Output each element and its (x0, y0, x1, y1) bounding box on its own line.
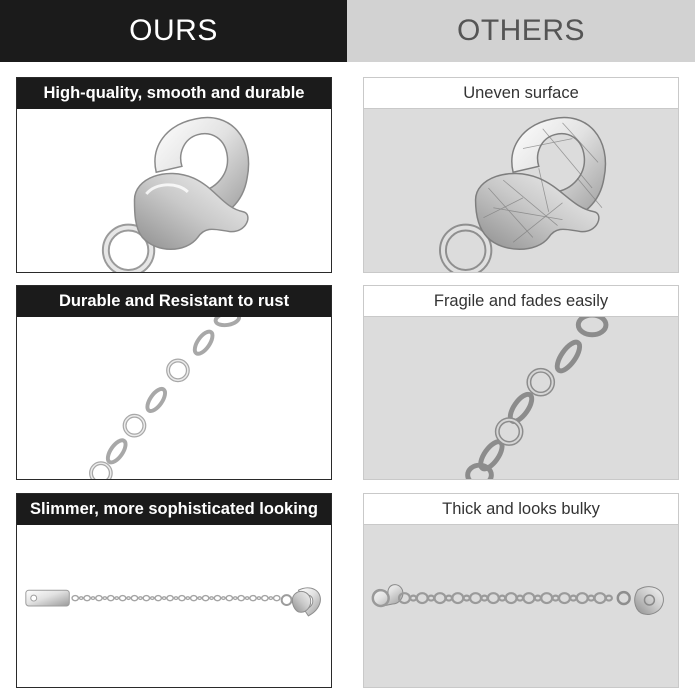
chain-link (488, 593, 499, 603)
chain-link (606, 596, 612, 601)
chain-link (131, 596, 137, 601)
chain-link (202, 596, 208, 601)
chain-link (222, 597, 225, 600)
chain-link (517, 596, 523, 601)
chain-link (257, 597, 260, 600)
chain-link (179, 596, 185, 601)
chain-link (470, 593, 481, 603)
others-clasp-caption: Uneven surface (364, 78, 678, 109)
others-chain-caption: Fragile and fades easily (364, 286, 678, 317)
chain-link (151, 597, 154, 600)
chain-link (523, 593, 534, 603)
others-extender-caption: Thick and looks bulky (364, 494, 678, 525)
ours-extender-panel (16, 493, 332, 688)
chain-link (198, 597, 201, 600)
chain-link (115, 597, 118, 600)
chain-link (588, 596, 594, 601)
chain-link (506, 593, 517, 603)
chain-link (245, 597, 248, 600)
chain-link (162, 597, 165, 600)
chain-link (417, 593, 428, 603)
chain-link (481, 596, 487, 601)
chain-link (559, 593, 570, 603)
chain-link (84, 596, 90, 601)
chain-link (143, 596, 149, 601)
extender-chain-slim-icon (17, 525, 331, 687)
chain-link (167, 596, 173, 601)
chain-link (91, 597, 94, 600)
chain-link (446, 596, 452, 601)
chain-link (214, 596, 220, 601)
chain-link (595, 593, 606, 603)
chain-link (428, 596, 434, 601)
chain-link (577, 593, 588, 603)
chain-link (108, 596, 114, 601)
chain-link (155, 596, 161, 601)
chain-link (139, 597, 142, 600)
chain-link (72, 596, 78, 601)
lobster-clasp-scratched-icon (364, 109, 678, 272)
chain-link (570, 596, 576, 601)
chain-link (535, 596, 541, 601)
others-chain-panel (363, 285, 679, 480)
chain-link (541, 593, 552, 603)
chain-link (250, 596, 256, 601)
ours-clasp-panel (16, 77, 332, 273)
others-clasp-panel (363, 77, 679, 273)
chain-link (119, 596, 125, 601)
chain-link (79, 597, 82, 600)
chain-link (96, 596, 102, 601)
lobster-clasp-smooth-icon (17, 109, 331, 272)
chain-link (210, 597, 213, 600)
chain-link (238, 596, 244, 601)
chain-link (186, 597, 189, 600)
chain-link (435, 593, 446, 603)
ours-header: OURS (0, 0, 347, 62)
chain-link (127, 597, 130, 600)
chain-link (174, 597, 177, 600)
ours-extender-caption: Slimmer, more sophisticated looking (17, 494, 331, 525)
chain-link (452, 593, 463, 603)
chain-link (499, 596, 505, 601)
chain-link (464, 596, 470, 601)
chain-link (234, 597, 237, 600)
chain-link (226, 596, 232, 601)
chain-link (191, 596, 197, 601)
chain-link (269, 597, 272, 600)
chain-links-worn-icon (364, 317, 678, 479)
ours-chain-caption: Durable and Resistant to rust (17, 286, 331, 317)
extender-chain-bulky-icon (364, 525, 678, 687)
others-extender-panel (363, 493, 679, 688)
chain-links-fine-icon (17, 317, 331, 479)
ours-clasp-caption: High-quality, smooth and durable (17, 78, 331, 109)
chain-link (274, 596, 280, 601)
chain-link (103, 597, 106, 600)
chain-link (410, 596, 416, 601)
chain-link (553, 596, 559, 601)
others-header: OTHERS (347, 0, 695, 62)
ours-chain-panel (16, 285, 332, 480)
chain-link (262, 596, 268, 601)
